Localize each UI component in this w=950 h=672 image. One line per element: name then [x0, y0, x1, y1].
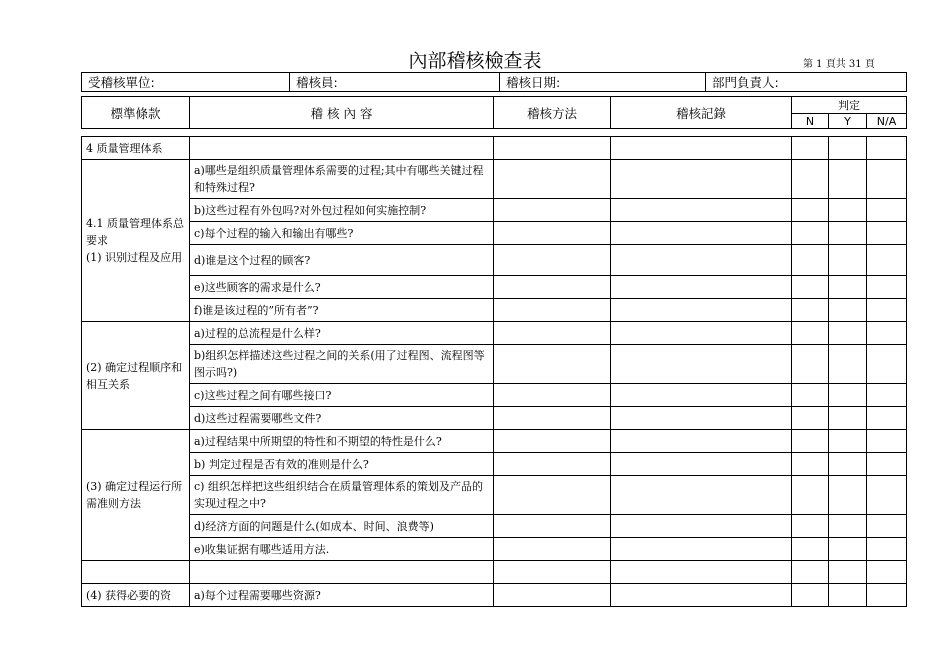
audit-date-field[interactable]: 稽核日期:: [500, 73, 706, 92]
table-row: [82, 384, 907, 407]
record-cell[interactable]: [611, 407, 792, 430]
col-header-na: N/A: [867, 114, 907, 129]
judgment-na-cell[interactable]: [867, 476, 907, 515]
audit-content-cell: e)这些顾客的需求是什么?: [190, 276, 494, 299]
audit-content-cell: a)过程的总流程是什么样?: [190, 322, 494, 345]
method-cell[interactable]: [494, 160, 611, 199]
method-cell[interactable]: [494, 199, 611, 222]
method-cell[interactable]: [494, 299, 611, 322]
clause-cell: (4) 获得必要的资: [82, 584, 190, 607]
judgment-n-cell[interactable]: [792, 299, 829, 322]
table-row: [82, 199, 907, 222]
judgment-y-cell[interactable]: [829, 430, 867, 453]
col-header-method: 稽核方法: [494, 97, 611, 129]
record-cell[interactable]: [611, 137, 792, 160]
column-header-table: [81, 96, 907, 129]
record-cell[interactable]: [611, 561, 792, 584]
record-cell[interactable]: [611, 453, 792, 476]
judgment-y-cell[interactable]: [829, 137, 867, 160]
judgment-y-cell[interactable]: [829, 222, 867, 245]
judgment-n-cell[interactable]: [792, 245, 829, 276]
judgment-y-cell[interactable]: [829, 245, 867, 276]
method-cell[interactable]: [494, 407, 611, 430]
judgment-y-cell[interactable]: [829, 453, 867, 476]
table-row: [82, 245, 907, 276]
method-cell[interactable]: [494, 345, 611, 384]
judgment-n-cell[interactable]: [792, 476, 829, 515]
judgment-y-cell[interactable]: [829, 384, 867, 407]
department-manager-field[interactable]: 部門負責人:: [706, 73, 907, 92]
method-cell[interactable]: [494, 322, 611, 345]
method-cell[interactable]: [494, 276, 611, 299]
table-row: [82, 345, 907, 384]
judgment-na-cell[interactable]: [867, 160, 907, 199]
clause-cell: (2) 确定过程顺序和相互关系: [82, 322, 190, 430]
judgment-n-cell[interactable]: [792, 222, 829, 245]
clause-cell: [82, 561, 190, 584]
judgment-na-cell[interactable]: [867, 584, 907, 607]
auditor-field[interactable]: 稽核員:: [290, 73, 500, 92]
table-row: [82, 476, 907, 515]
method-cell[interactable]: [494, 538, 611, 561]
judgment-y-cell[interactable]: [829, 299, 867, 322]
method-cell[interactable]: [494, 245, 611, 276]
audit-content-cell: a)每个过程需要哪些资源?: [190, 584, 494, 607]
judgment-n-cell[interactable]: [792, 515, 829, 538]
judgment-na-cell[interactable]: [867, 561, 907, 584]
table-row: [82, 160, 907, 199]
judgment-n-cell[interactable]: [792, 384, 829, 407]
judgment-na-cell[interactable]: [867, 453, 907, 476]
judgment-y-cell[interactable]: [829, 538, 867, 561]
audit-content-cell: d)经济方面的问题是什么(如成本、时间、浪费等): [190, 515, 494, 538]
col-header-judgment: 判定: [792, 97, 907, 114]
audit-content-cell: b)这些过程有外包吗?对外包过程如何实施控制?: [190, 199, 494, 222]
judgment-na-cell[interactable]: [867, 137, 907, 160]
audit-content-cell: f)谁是该过程的”所有者”?: [190, 299, 494, 322]
table-row: [82, 222, 907, 245]
table-row: [82, 584, 907, 607]
audit-content-cell: d)谁是这个过程的顾客?: [190, 245, 494, 276]
judgment-y-cell[interactable]: [829, 515, 867, 538]
judgment-y-cell[interactable]: [829, 199, 867, 222]
judgment-y-cell[interactable]: [829, 322, 867, 345]
method-cell[interactable]: [494, 515, 611, 538]
table-row: [82, 430, 907, 453]
col-header-n: N: [792, 114, 829, 129]
record-cell[interactable]: [611, 245, 792, 276]
record-cell[interactable]: [611, 276, 792, 299]
judgment-n-cell[interactable]: [792, 137, 829, 160]
clause-cell: 4.1 质量管理体系总要求 (1) 识别过程及应用: [82, 160, 190, 322]
table-row: [82, 453, 907, 476]
table-row: [82, 407, 907, 430]
col-header-record: 稽核記錄: [611, 97, 792, 129]
method-cell[interactable]: [494, 561, 611, 584]
method-cell[interactable]: [494, 222, 611, 245]
judgment-y-cell[interactable]: [829, 407, 867, 430]
judgment-na-cell[interactable]: [867, 407, 907, 430]
judgment-y-cell[interactable]: [829, 276, 867, 299]
table-row: [82, 137, 907, 160]
audit-content-cell: a)过程结果中所期望的特性和不期望的特性是什么?: [190, 430, 494, 453]
record-cell[interactable]: [611, 222, 792, 245]
judgment-n-cell[interactable]: [792, 584, 829, 607]
method-cell[interactable]: [494, 430, 611, 453]
judgment-n-cell[interactable]: [792, 538, 829, 561]
judgment-na-cell[interactable]: [867, 222, 907, 245]
judgment-n-cell[interactable]: [792, 407, 829, 430]
record-cell[interactable]: [611, 538, 792, 561]
method-cell[interactable]: [494, 584, 611, 607]
table-row: [82, 276, 907, 299]
judgment-na-cell[interactable]: [867, 430, 907, 453]
judgment-n-cell[interactable]: [792, 160, 829, 199]
record-cell[interactable]: [611, 299, 792, 322]
judgment-na-cell[interactable]: [867, 322, 907, 345]
audit-content-cell: c)每个过程的输入和输出有哪些?: [190, 222, 494, 245]
judgment-n-cell[interactable]: [792, 453, 829, 476]
judgment-na-cell[interactable]: [867, 199, 907, 222]
judgment-na-cell[interactable]: [867, 299, 907, 322]
record-cell[interactable]: [611, 384, 792, 407]
audit-content-cell: [190, 561, 494, 584]
judgment-na-cell[interactable]: [867, 538, 907, 561]
judgment-y-cell[interactable]: [829, 160, 867, 199]
audit-content-cell: a)哪些是组织质量管理体系需要的过程;其中有哪些关键过程和特殊过程?: [190, 160, 494, 199]
judgment-na-cell[interactable]: [867, 345, 907, 384]
record-cell[interactable]: [611, 584, 792, 607]
record-cell[interactable]: [611, 199, 792, 222]
judgment-n-cell[interactable]: [792, 430, 829, 453]
table-row: [82, 515, 907, 538]
clause-cell: 4 质量管理体系: [82, 137, 190, 160]
audit-content-cell: e)收集证据有哪些适用方法.: [190, 538, 494, 561]
method-cell[interactable]: [494, 476, 611, 515]
table-row: [82, 299, 907, 322]
judgment-na-cell[interactable]: [867, 384, 907, 407]
table-row: [82, 538, 907, 561]
method-cell[interactable]: [494, 453, 611, 476]
audit-checklist-table: [81, 136, 907, 607]
judgment-y-cell[interactable]: [829, 561, 867, 584]
record-cell[interactable]: [611, 345, 792, 384]
method-cell[interactable]: [494, 384, 611, 407]
col-header-content: 稽 核 內 容: [190, 97, 494, 129]
judgment-na-cell[interactable]: [867, 515, 907, 538]
table-row: [82, 322, 907, 345]
judgment-na-cell[interactable]: [867, 276, 907, 299]
judgment-y-cell[interactable]: [829, 584, 867, 607]
judgment-y-cell[interactable]: [829, 345, 867, 384]
judgment-n-cell[interactable]: [792, 322, 829, 345]
page-number: 第 1 頁共 31 頁: [803, 59, 875, 70]
audit-content-cell: d)这些过程需要哪些文件?: [190, 407, 494, 430]
method-cell[interactable]: [494, 137, 611, 160]
clause-cell: (3) 确定过程运行所需准则方法: [82, 430, 190, 561]
record-cell[interactable]: [611, 322, 792, 345]
audit-content-cell: b) 判定过程是否有效的准则是什么?: [190, 453, 494, 476]
audit-content-cell: c) 组织怎样把这些组织结合在质量管理体系的策划及产品的实现过程之中?: [190, 476, 494, 515]
judgment-na-cell[interactable]: [867, 245, 907, 276]
audited-unit-field[interactable]: 受稽核單位:: [82, 73, 290, 92]
record-cell[interactable]: [611, 160, 792, 199]
record-cell[interactable]: [611, 430, 792, 453]
judgment-n-cell[interactable]: [792, 199, 829, 222]
audit-content-cell: b)组织怎样描述这些过程之间的关系(用了过程图、流程图等图示吗?): [190, 345, 494, 384]
record-cell[interactable]: [611, 476, 792, 515]
audit-content-cell: c)这些过程之间有哪些接口?: [190, 384, 494, 407]
col-header-clause: 標準條款: [82, 97, 190, 129]
table-row: [82, 561, 907, 584]
col-header-y: Y: [829, 114, 867, 129]
info-header-table: [81, 72, 907, 92]
audit-content-cell: [190, 137, 494, 160]
page-title: 內部稽核檢查表: [408, 50, 542, 72]
judgment-y-cell[interactable]: [829, 476, 867, 515]
judgment-n-cell[interactable]: [792, 276, 829, 299]
judgment-n-cell[interactable]: [792, 561, 829, 584]
record-cell[interactable]: [611, 515, 792, 538]
judgment-n-cell[interactable]: [792, 345, 829, 384]
